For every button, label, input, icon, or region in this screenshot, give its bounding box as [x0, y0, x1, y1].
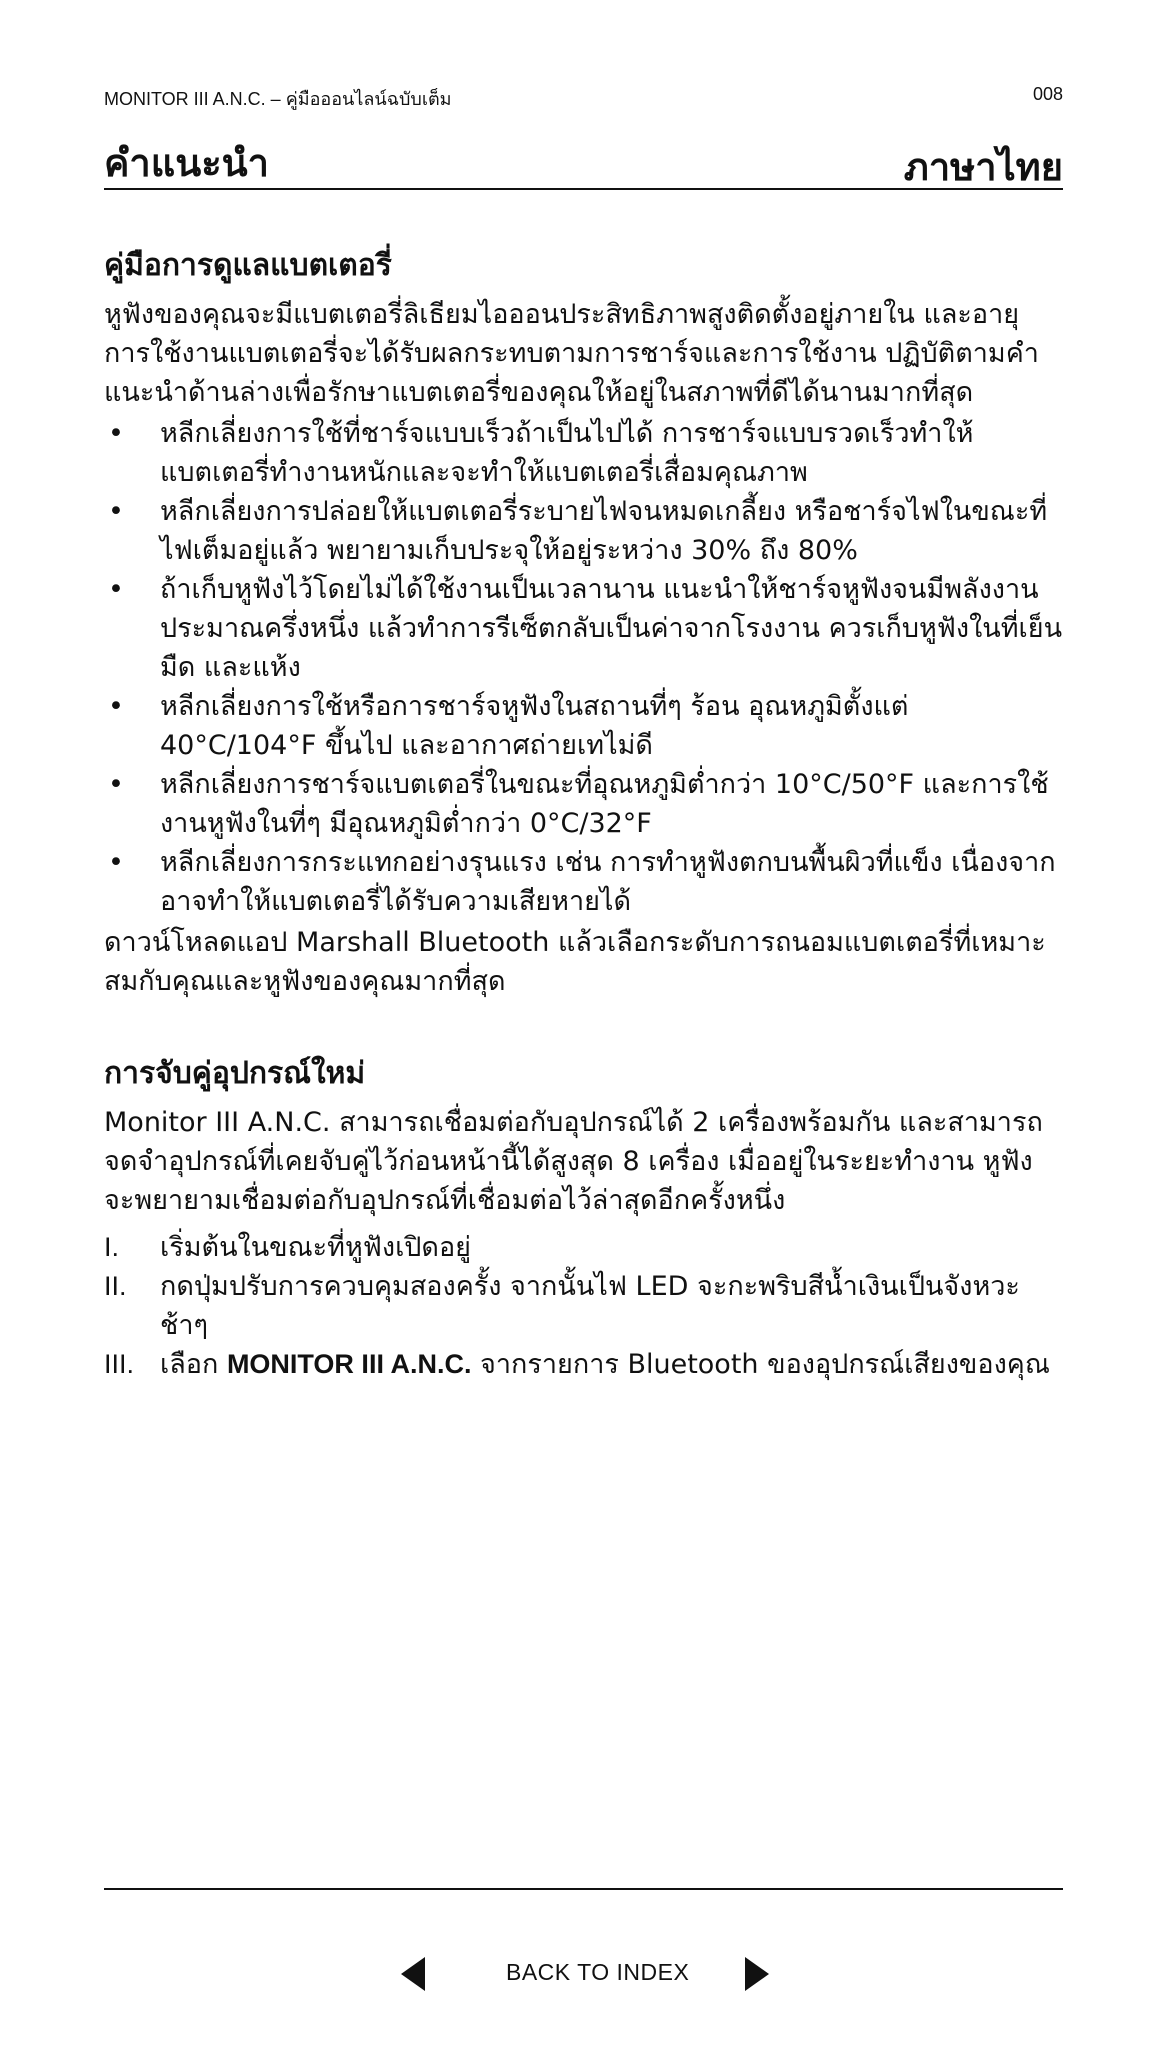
list-item	[104, 1345, 1063, 1384]
tip-text: หลีกเลี่ยงการกระแทกอย่างรุนแรง เช่น การทำหูฟังตกบนพื้นผิวที่แข็ง เนื่องจากอาจทำให้แบตเตอรี่ได้รับความเสียหายได้	[160, 847, 1056, 917]
list-item	[104, 1267, 1063, 1345]
bullet-icon: •	[108, 691, 124, 722]
language-label: ภาษาไทย	[903, 145, 1063, 189]
step-text: กดปุ่มปรับการควบคุมสองครั้ง จากนั้นไฟ LED จะกะพริบสีน้ำเงินเป็นจังหวะช้าๆ	[160, 1271, 1020, 1341]
running-header	[104, 84, 1063, 108]
step-text-pre: เลือก	[160, 1349, 219, 1380]
step-text: เริ่มต้นในขณะที่หูฟังเปิดอยู่	[160, 1232, 472, 1263]
step-number: II.	[104, 1271, 127, 1301]
back-to-index-link[interactable]: BACK TO INDEX	[506, 1959, 690, 1985]
list-item	[104, 843, 1063, 921]
bullet-icon: •	[108, 769, 124, 800]
pairing-heading: การจับคู่อุปกรณ์ใหม่	[104, 1056, 366, 1091]
bullet-icon: •	[108, 418, 124, 449]
list-item	[104, 492, 1063, 570]
pairing-section	[104, 1053, 1063, 1384]
section-title-bar	[104, 128, 1063, 190]
document-title: MONITOR III A.N.C. – คู่มือออนไลน์ฉบับเต็ม	[104, 89, 452, 109]
tip-text: หลีกเลี่ยงการใช้ที่ชาร์จแบบเร็วถ้าเป็นไปได้ การชาร์จแบบรวดเร็วทำให้แบตเตอรี่ทำงานหนักและจะทำให้แบตเตอรี่เสื่อมคุณภาพ	[160, 418, 974, 488]
previous-page-arrow-icon[interactable]	[401, 1957, 425, 1991]
battery-heading: คู่มือการดูแลแบตเตอรี่	[104, 248, 392, 283]
page-number: 008	[1032, 84, 1063, 104]
step-number: III.	[104, 1349, 135, 1379]
battery-tips-list	[104, 414, 1063, 921]
tip-text: หลีกเลี่ยงการปล่อยให้แบตเตอรี่ระบายไฟจนหมดเกลี้ยง หรือชาร์จไฟในขณะที่ไฟเต็มอยู่แล้ว พยายามเก็บประจุให้อยู่ระหว่าง 30% ถึง 80%	[160, 496, 1048, 566]
page-content	[104, 245, 1063, 1384]
list-item	[104, 414, 1063, 492]
section-title: คำแนะนำ	[104, 141, 269, 185]
bullet-icon: •	[108, 847, 124, 878]
list-item	[104, 765, 1063, 843]
bullet-icon: •	[108, 496, 124, 527]
footer-divider	[104, 1888, 1063, 1890]
pairing-intro: Monitor III A.N.C. สามารถเชื่อมต่อกับอุปกรณ์ได้ 2 เครื่องพร้อมกัน และสามารถจดจำอุปกรณ์ที่เคยจับคู่ไว้ก่อนหน้านี้ได้สูงสุด 8 เครื่อง เมื่ออยู่ในระยะทำงาน หูฟังจะพยายามเชื่อมต่อกับอุปกรณ์ที่เชื่อมต่อไว้ล่าสุดอีกครั้งหนึ่ง	[104, 1107, 1043, 1216]
footer-navigation	[104, 1955, 1063, 1995]
step-text-post: จากรายการ Bluetooth ของอุปกรณ์เสียงของคุณ	[480, 1349, 1050, 1380]
list-item	[104, 687, 1063, 765]
product-name: MONITOR III A.N.C.	[226, 1349, 472, 1379]
battery-intro: หูฟังของคุณจะมีแบตเตอรี่ลิเธียมไอออนประสิทธิภาพสูงติดตั้งอยู่ภายใน และอายุการใช้งานแบตเตอรี่จะได้รับผลกระทบตามการชาร์จและการใช้งาน ปฏิบัติตามคำแนะนำด้านล่างเพื่อรักษาแบตเตอรี่ของคุณให้อยู่ในสภาพที่ดีได้นานมากที่สุด	[104, 299, 1039, 408]
step-number: I.	[104, 1232, 120, 1262]
tip-text: หลีกเลี่ยงการชาร์จแบตเตอรี่ในขณะที่อุณหภูมิต่ำกว่า 10°C/50°F และการใช้งานหูฟังในที่ๆ มีอุณหภูมิต่ำกว่า 0°C/32°F	[160, 769, 1049, 839]
list-item	[104, 570, 1063, 687]
battery-section	[104, 245, 1063, 1001]
list-item	[104, 1228, 1063, 1267]
bullet-icon: •	[108, 574, 124, 605]
manual-page	[104, 0, 1063, 2058]
pairing-steps-list	[104, 1228, 1063, 1384]
next-page-arrow-icon[interactable]	[745, 1957, 769, 1991]
tip-text: ถ้าเก็บหูฟังไว้โดยไม่ได้ใช้งานเป็นเวลานาน แนะนำให้ชาร์จหูฟังจนมีพลังงานประมาณครึ่งหนึ่ง แล้วทำการรีเซ็ตกลับเป็นค่าจากโรงงาน ควรเก็บหูฟังในที่เย็น มืด และแห้ง	[160, 574, 1063, 683]
battery-outro: ดาวน์โหลดแอป Marshall Bluetooth แล้วเลือกระดับการถนอมแบตเตอรี่ที่เหมาะสมกับคุณและหูฟังของคุณมากที่สุด	[104, 927, 1046, 997]
tip-text: หลีกเลี่ยงการใช้หรือการชาร์จหูฟังในสถานที่ๆ ร้อน อุณหภูมิตั้งแต่ 40°C/104°F ขึ้นไป และอากาศถ่ายเทไม่ดี	[160, 691, 909, 761]
